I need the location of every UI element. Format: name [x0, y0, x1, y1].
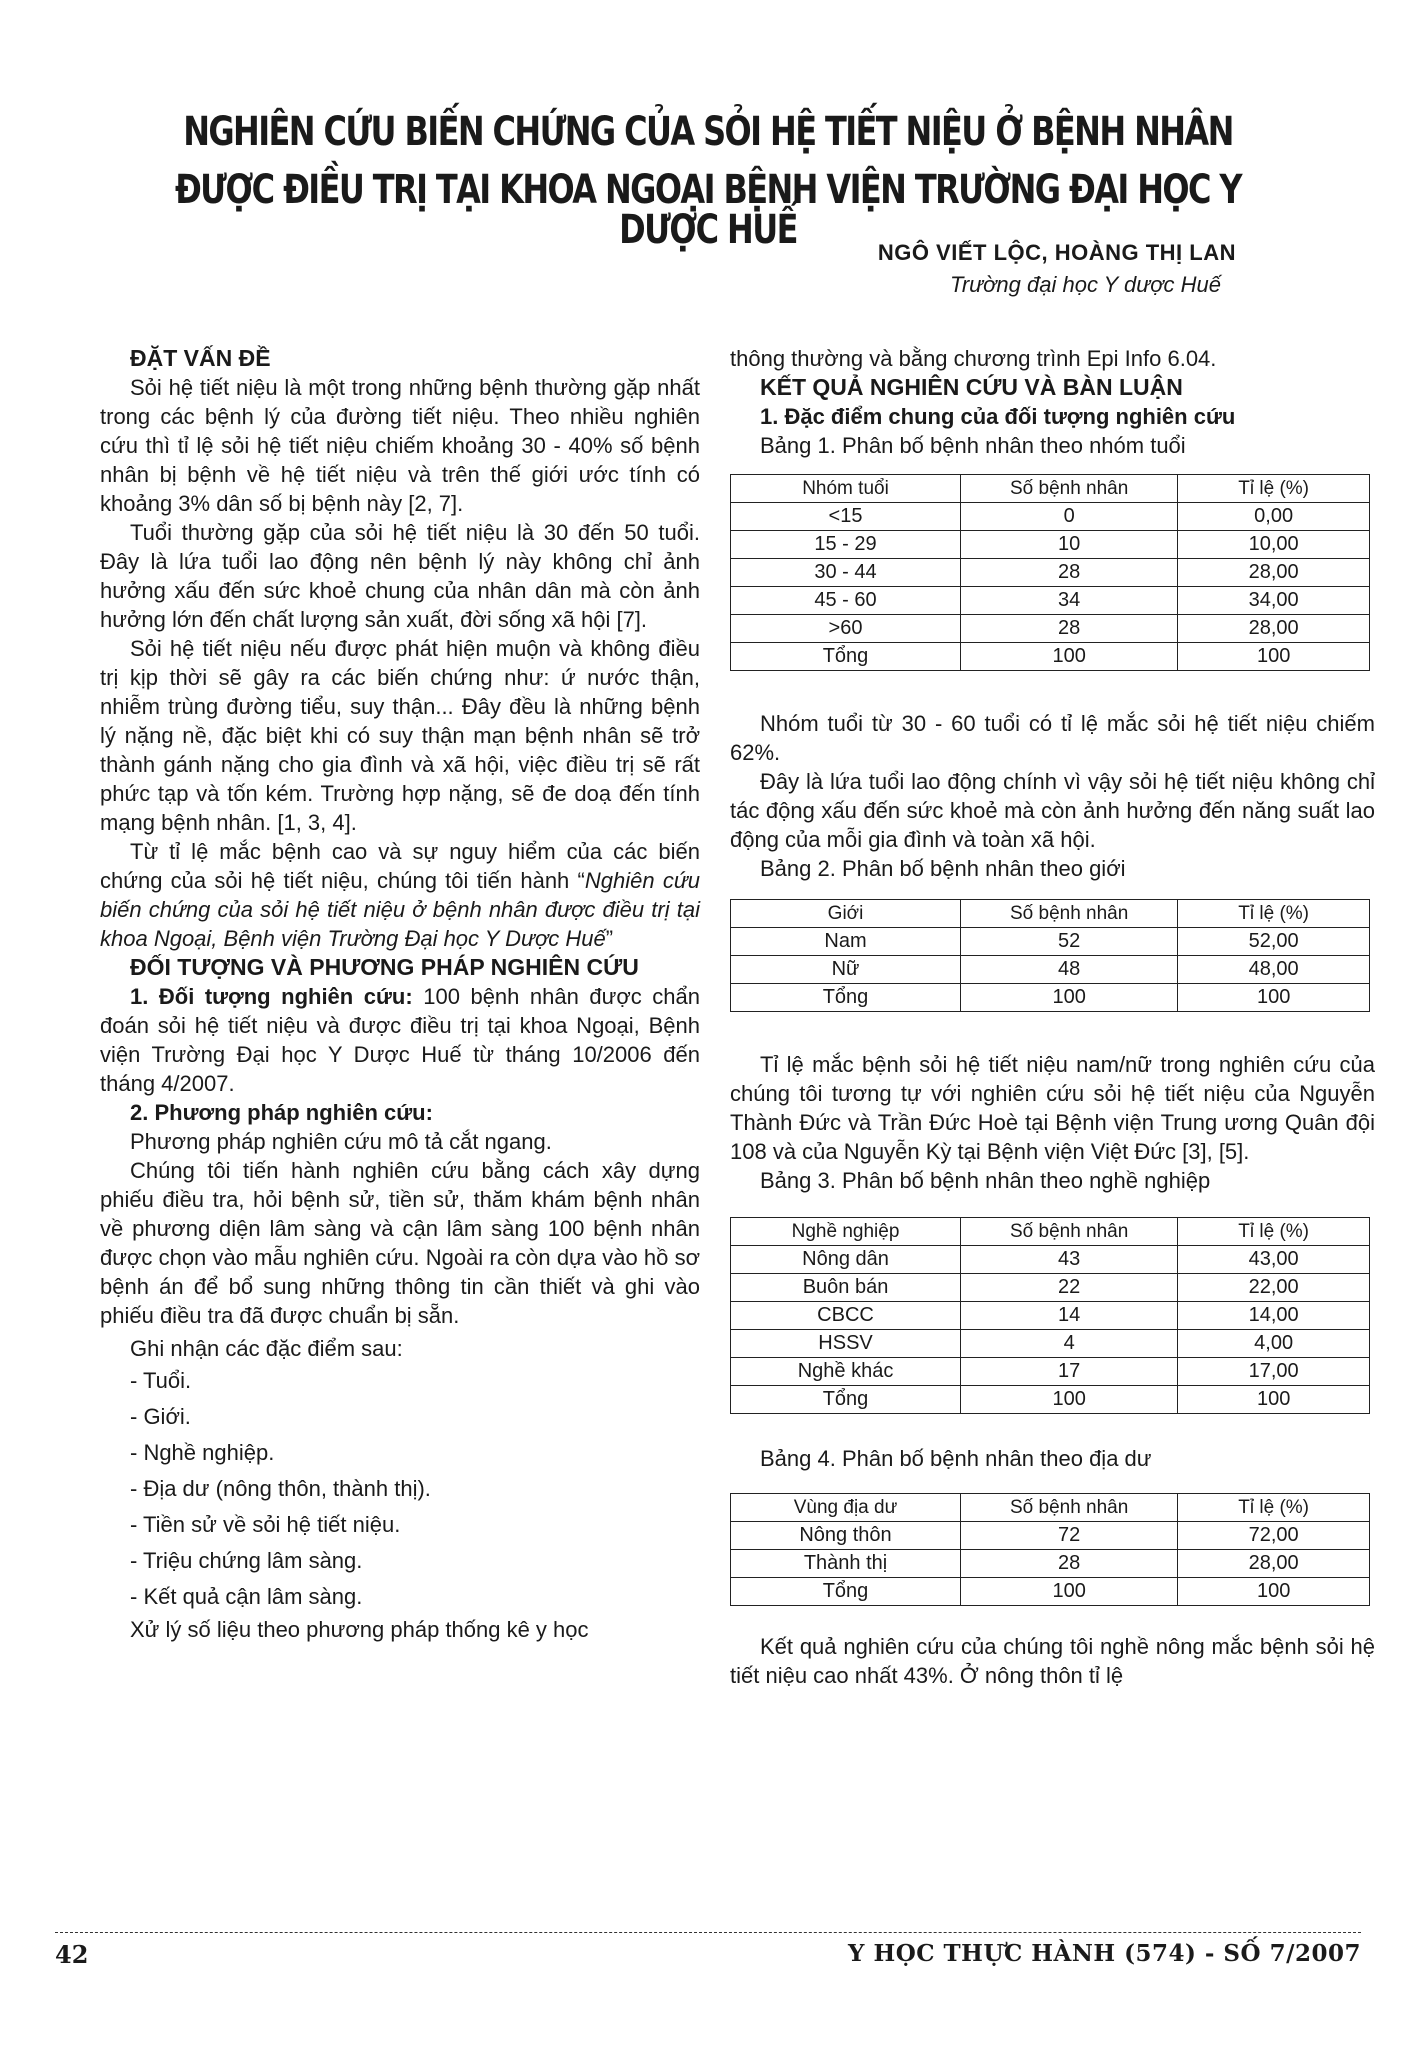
paragraph: Chúng tôi tiến hành nghiên cứu bằng cách xây dựng phiếu điều tra, hỏi bệnh sử, tiền sử, thăm khám bệnh nhân về phương diện lâm sàng và cận lâm sàng 100 bệnh nhân được chọn vào mẫu nghiên cứu. Ngoài ra còn dựa vào hồ sơ bệnh án để bổ sung những thông tin cần thiết và ghi vào phiếu điều tra đã được chuẩn bị sẵn.	[100, 1158, 700, 1328]
table-caption: Bảng 2. Phân bố bệnh nhân theo giới	[760, 856, 1126, 881]
table-cell: 100	[1178, 643, 1370, 671]
table-cell: 4	[961, 1330, 1178, 1358]
table-cell: Nữ	[731, 956, 961, 984]
table-caption: Bảng 1. Phân bố bệnh nhân theo nhóm tuổi	[760, 433, 1186, 458]
table-cell: 28,00	[1178, 1550, 1370, 1578]
feature-list-item: - Giới.	[130, 1404, 191, 1429]
table-cell: Thành thị	[731, 1550, 961, 1578]
table-cell: CBCC	[731, 1302, 961, 1330]
paragraph-text: Từ tỉ lệ mắc bệnh cao và sự nguy hiểm của các biến chứng của sỏi hệ tiết niệu, chúng tôi tiến hành “	[100, 839, 700, 893]
table-row	[731, 643, 1370, 671]
title-line-1: NGHIÊN CỨU BIẾN CHỨNG CỦA SỎI HỆ TIẾT NIỆU Ở BỆNH NHÂN	[183, 109, 1233, 155]
table-row	[731, 615, 1370, 643]
table-cell: Nam	[731, 928, 961, 956]
table-cell: 100	[961, 643, 1178, 671]
paragraph: thông thường và bằng chương trình Epi Info 6.04.	[730, 346, 1217, 371]
table-cell: Buôn bán	[731, 1274, 961, 1302]
table-row	[731, 956, 1370, 984]
table-header-cell: Tỉ lệ (%)	[1178, 475, 1370, 503]
affiliation: Trường đại học Y dược Huế	[950, 272, 1221, 297]
table-header-cell: Số bệnh nhân	[961, 475, 1178, 503]
table-cell: 34,00	[1178, 587, 1370, 615]
paragraph-text: 100 bệnh nhân được chẩn đoán sỏi hệ tiết niệu và được điều trị tại khoa Ngoại, Bệnh viện Trường Đại học Y Dược Huế từ tháng 10/2006 đến tháng 4/2007.	[100, 984, 701, 1096]
subsection-label	[100, 1098, 700, 1127]
table-cell: Tổng	[731, 984, 961, 1012]
table-cell: 52	[961, 928, 1178, 956]
paragraph: Đây là lứa tuổi lao động chính vì vậy sỏi hệ tiết niệu không chỉ tác động xấu đến sức khoẻ mà còn ảnh hưởng đến năng suất lao động của mỗi gia đình và toàn xã hội.	[730, 769, 1375, 852]
table-header-cell: Số bệnh nhân	[961, 1218, 1178, 1246]
table-row	[731, 1522, 1370, 1550]
table-header-cell: Tỉ lệ (%)	[1178, 1218, 1370, 1246]
table-row	[731, 1302, 1370, 1330]
table-cell: 72,00	[1178, 1522, 1370, 1550]
table-occupation	[730, 1217, 1370, 1414]
table-cell: 43,00	[1178, 1246, 1370, 1274]
heading-intro: ĐẶT VẤN ĐỀ	[130, 345, 271, 371]
table-cell: 30 - 44	[731, 559, 961, 587]
paragraph: Nhóm tuổi từ 30 - 60 tuổi có tỉ lệ mắc sỏi hệ tiết niệu chiếm 62%.	[730, 711, 1375, 765]
table-cell: HSSV	[731, 1330, 961, 1358]
table-cell: 10,00	[1178, 531, 1370, 559]
table-cell: 28,00	[1178, 615, 1370, 643]
table-header-cell: Tỉ lệ (%)	[1178, 1494, 1370, 1522]
paragraph: Kết quả nghiên cứu của chúng tôi nghề nông mắc bệnh sỏi hệ tiết niệu cao nhất 43%. Ở nông thôn tỉ lệ	[730, 1634, 1375, 1688]
footer-divider	[55, 1932, 1361, 1933]
table-cell: Tổng	[731, 1386, 961, 1414]
table-cell: 48,00	[1178, 956, 1370, 984]
feature-list-item: - Tuổi.	[130, 1368, 192, 1393]
table-cell: 48	[961, 956, 1178, 984]
table-caption: Bảng 3. Phân bố bệnh nhân theo nghề nghiệp	[760, 1168, 1211, 1193]
table-caption: Bảng 4. Phân bố bệnh nhân theo địa dư	[760, 1446, 1152, 1471]
table-row	[731, 1578, 1370, 1606]
table-cell: Nông thôn	[731, 1522, 961, 1550]
paragraph: Phương pháp nghiên cứu mô tả cắt ngang.	[130, 1129, 552, 1154]
table-cell: 10	[961, 531, 1178, 559]
feature-list-item: - Tiền sử về sỏi hệ tiết niệu.	[130, 1512, 401, 1537]
table-cell: 100	[1178, 1578, 1370, 1606]
table-cell: 28	[961, 1550, 1178, 1578]
table-cell: 17	[961, 1358, 1178, 1386]
quote-close: ”	[605, 926, 614, 951]
table-cell: 100	[1178, 984, 1370, 1012]
table-header-cell: Tỉ lệ (%)	[1178, 900, 1370, 928]
table-cell: 100	[961, 984, 1178, 1012]
table-row	[731, 1386, 1370, 1414]
paragraph: Tỉ lệ mắc bệnh sỏi hệ tiết niệu nam/nữ trong nghiên cứu của chúng tôi tương tự với nghiên cứu sỏi hệ tiết niệu của Nguyễn Thành Đức và Trần Đức Hoè tại Bệnh viện Trung ương Quân đội 108 và của Nguyễn Kỳ tại Bệnh viện Việt Đức [3], [5].	[730, 1052, 1375, 1164]
table-cell: 45 - 60	[731, 587, 961, 615]
table-row	[731, 503, 1370, 531]
table-cell: 4,00	[1178, 1330, 1370, 1358]
table-row	[731, 1274, 1370, 1302]
table-cell: Tổng	[731, 643, 961, 671]
feature-list-item: - Nghề nghiệp.	[130, 1440, 275, 1465]
table-cell: 14,00	[1178, 1302, 1370, 1330]
table-row	[731, 1358, 1370, 1386]
table-cell: Nông dân	[731, 1246, 961, 1274]
table-cell: 22,00	[1178, 1274, 1370, 1302]
table-row	[731, 559, 1370, 587]
table-cell: 15 - 29	[731, 531, 961, 559]
table-row	[731, 587, 1370, 615]
table-header-cell: Giới	[731, 900, 961, 928]
table-header-row	[731, 1218, 1370, 1246]
feature-list-item: - Triệu chứng lâm sàng.	[130, 1548, 363, 1573]
heading-results: KẾT QUẢ NGHIÊN CỨU VÀ BÀN LUẬN	[760, 374, 1183, 400]
table-header-cell: Vùng địa dư	[731, 1494, 961, 1522]
table-header-cell: Số bệnh nhân	[961, 1494, 1178, 1522]
paragraph: Sỏi hệ tiết niệu nếu được phát hiện muộn và không điều trị kịp thời sẽ gây ra các biến chứng như: ứ nước thận, nhiễm trùng đường tiểu, suy thận... Đây đều là những bệnh lý nặng nề, đặc biệt khi có suy thận mạn bệnh nhân sẽ trở thành gánh nặng cho gia đình và xã hội, việc điều trị sẽ rất phức tạp và tốn kém. Trường hợp nặng, sẽ đe doạ đến tính mạng bệnh nhân. [1, 3, 4].	[100, 636, 700, 835]
table-header-cell: Nhóm tuổi	[731, 475, 961, 503]
table-cell: <15	[731, 503, 961, 531]
title-line-2: ĐƯỢC ĐIỀU TRỊ TẠI KHOA NGOẠI BỆNH VIỆN TRƯỜNG ĐẠI HỌC Y DƯỢC HUẾ	[174, 167, 1242, 253]
table-row	[731, 531, 1370, 559]
paragraph: Xử lý số liệu theo phương pháp thống kê y học	[130, 1617, 589, 1642]
table-cell: 52,00	[1178, 928, 1370, 956]
table-cell: 43	[961, 1246, 1178, 1274]
study-title-italic: Nghiên cứu biến chứng của sỏi hệ tiết niệu ở bệnh nhân được điều trị tại khoa Ngoại, Bệnh viện Trường Đại học Y Dược Huế	[100, 868, 700, 951]
table-header-row	[731, 1494, 1370, 1522]
table-header-row	[731, 900, 1370, 928]
table-cell: 100	[1178, 1386, 1370, 1414]
table-cell: 100	[961, 1578, 1178, 1606]
subsection-label-text: 2. Phương pháp nghiên cứu:	[130, 1100, 433, 1125]
paragraph: Ghi nhận các đặc điểm sau:	[130, 1336, 403, 1361]
authors: NGÔ VIẾT LỘC, HOÀNG THỊ LAN	[877, 240, 1236, 265]
feature-list-item: - Kết quả cận lâm sàng.	[130, 1584, 363, 1609]
paragraph	[100, 837, 700, 953]
paragraph	[100, 982, 700, 1098]
table-cell: Nghề khác	[731, 1358, 961, 1386]
heading-methods: ĐỐI TƯỢNG VÀ PHƯƠNG PHÁP NGHIÊN CỨU	[130, 954, 639, 980]
table-cell: Tổng	[731, 1578, 961, 1606]
table-header-cell: Nghề nghiệp	[731, 1218, 961, 1246]
paragraph: Sỏi hệ tiết niệu là một trong những bệnh thường gặp nhất trong các bệnh lý của đường tiết niệu. Theo nhiều nghiên cứu thì tỉ lệ sỏi hệ tiết niệu chiếm khoảng 30 - 40% số bệnh nhân bị bệnh về hệ tiết niệu và trên thế giới ước tính có khoảng 3% dân số bị bệnh này [2, 7].	[100, 375, 700, 516]
table-header-cell: Số bệnh nhân	[961, 900, 1178, 928]
table-cell: 17,00	[1178, 1358, 1370, 1386]
table-cell: 28	[961, 615, 1178, 643]
table-row	[731, 984, 1370, 1012]
table-region	[730, 1493, 1370, 1606]
table-row	[731, 1246, 1370, 1274]
table-row	[731, 1550, 1370, 1578]
table-row	[731, 928, 1370, 956]
subsection-heading: 1. Đặc điểm chung của đối tượng nghiên cứu	[760, 404, 1236, 429]
table-cell: 22	[961, 1274, 1178, 1302]
paragraph: Tuổi thường gặp của sỏi hệ tiết niệu là 30 đến 50 tuổi. Đây là lứa tuổi lao động nên bệnh lý này không chỉ ảnh hưởng xấu đến sức khoẻ chung của nhân dân mà còn ảnh hưởng lớn đến chất lượng sản xuất, đời sống xã hội [7].	[100, 520, 700, 632]
table-cell: 28,00	[1178, 559, 1370, 587]
right-column	[730, 344, 1375, 1690]
table-cell: 34	[961, 587, 1178, 615]
table-header-row	[731, 475, 1370, 503]
table-cell: >60	[731, 615, 961, 643]
feature-list-item: - Địa dư (nông thôn, thành thị).	[130, 1476, 431, 1501]
table-cell: 72	[961, 1522, 1178, 1550]
table-age	[730, 474, 1370, 671]
table-cell: 100	[961, 1386, 1178, 1414]
table-cell: 0	[961, 503, 1178, 531]
left-column	[100, 344, 700, 1644]
table-cell: 28	[961, 559, 1178, 587]
table-cell: 0,00	[1178, 503, 1370, 531]
table-cell: 14	[961, 1302, 1178, 1330]
table-gender	[730, 899, 1370, 1012]
subsection-label: 1. Đối tượng nghiên cứu:	[130, 984, 413, 1009]
journal-name: Y HỌC THỰC HÀNH (574) - SỐ 7/2007	[848, 1940, 1361, 1967]
feature-list	[100, 1363, 700, 1615]
page-number: 42	[55, 1940, 89, 1969]
table-row	[731, 1330, 1370, 1358]
